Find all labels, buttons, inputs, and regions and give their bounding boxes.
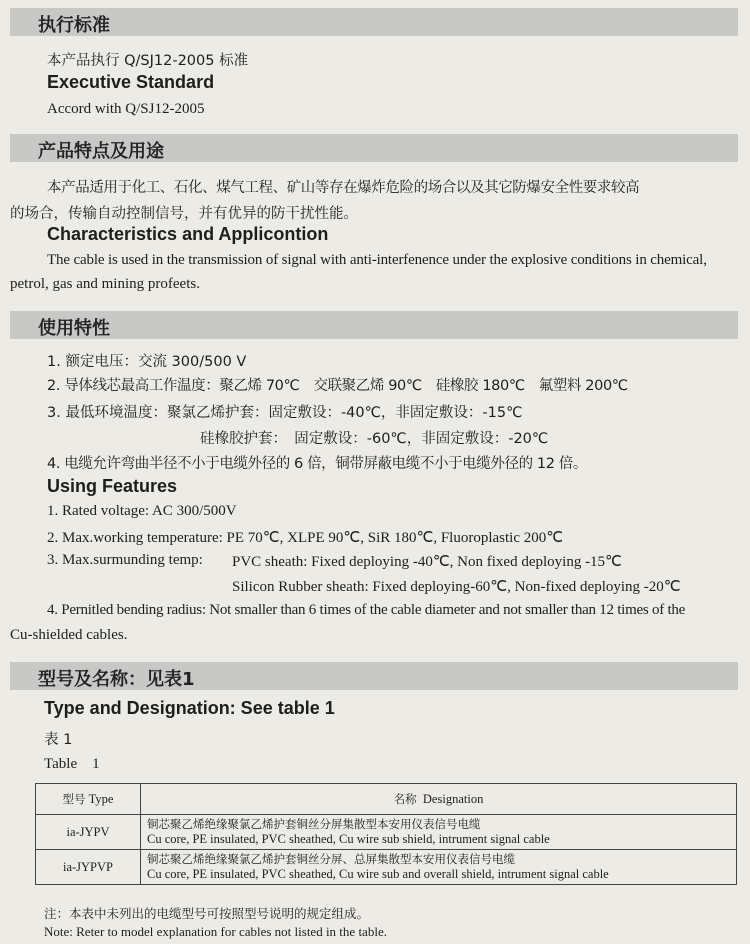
section-title-features-zh: 使用特性 xyxy=(38,318,110,339)
section-title-features-en: Using Features xyxy=(47,476,178,496)
features-en-1: 1. Rated voltage: AC 300/500V xyxy=(47,503,237,519)
note-en: Note: Reter to model explanation for cables not listed in the table. xyxy=(44,924,387,939)
designation-table xyxy=(35,783,737,885)
features-en-4b: Cu-shielded cables. xyxy=(10,627,128,643)
characteristics-para-zh-1: 本产品适用于化工、石化、煤气工程、矿山等存在爆炸危险的场合以及其它防爆安全性要求较高 xyxy=(47,180,640,196)
cell-designation: 铜芯聚乙烯绝缘聚氯乙烯护套铜丝分屏集散型本安用仪表信号电缆 Cu core, PE insulated, PVC sheathed, Cu wire sub shield, intrument signal cable xyxy=(141,815,737,850)
features-zh-4: 4. 电缆允许弯曲半径不小于电缆外径的 6 倍，铜带屏蔽电缆不小于电缆外径的 12 倍。 xyxy=(47,456,587,472)
table-row xyxy=(36,850,737,885)
characteristics-para-en-1: The cable is used in the transmission of signal with anti-interfenence under the explosive conditions in chemical, xyxy=(47,252,707,268)
section-title-characteristics-en: Characteristics and Applicontion xyxy=(47,224,329,244)
features-zh-2: 2. 导体线芯最高工作温度：聚乙烯 70℃ 交联聚乙烯 90℃ 硅橡胶 180℃ 氟塑料 200℃ xyxy=(47,378,628,394)
section-title-types-en: Type and Designation: See table 1 xyxy=(44,698,335,718)
features-zh-3b: 硅橡胶护套： 固定敷设：-60℃，非固定敷设：-20℃ xyxy=(200,431,549,447)
features-en-4: 4. Pernitled bending radius: Not smaller than 6 times of the cable diameter and not smaller than 12 times of the xyxy=(47,602,686,618)
section-title-standard-en: Executive Standard xyxy=(47,72,215,92)
features-en-3-pvc: PVC sheath: Fixed deploying -40℃, Non fixed deploying -15℃ xyxy=(232,554,622,570)
section-title-standard-zh: 执行标准 xyxy=(38,15,110,36)
section-band-types xyxy=(10,662,738,690)
table-header-row xyxy=(36,784,737,815)
cell-model: ia-JYPV xyxy=(36,815,141,850)
note-zh: 注：本表中未列出的电缆型号可按照型号说明的规定组成。 xyxy=(44,906,370,921)
header-designation: 名称 Designation xyxy=(141,784,737,815)
cell-model: ia-JYPVP xyxy=(36,850,141,885)
section-band-standard xyxy=(10,8,738,36)
section-title-types-zh: 型号及名称：见表1 xyxy=(38,669,195,690)
features-en-3: 3. Max.surmunding temp: xyxy=(47,552,203,568)
standard-text-en: Accord with Q/SJ12-2005 xyxy=(47,101,205,117)
section-band-characteristics xyxy=(10,134,738,162)
table-caption-zh: 表 1 xyxy=(44,732,73,748)
features-en-3b: Silicon Rubber sheath: Fixed deploying-60℃, Non-fixed deploying -20℃ xyxy=(232,579,681,595)
features-en-2: 2. Max.working temperature: PE 70℃, XLPE 90℃, SiR 180℃, Fluoroplastic 200℃ xyxy=(47,530,564,546)
section-band-features xyxy=(10,311,738,339)
cell-designation: 铜芯聚乙烯绝缘聚氯乙烯护套铜丝分屏、总屏集散型本安用仪表信号电缆 Cu core, PE insulated, PVC sheathed, Cu wire sub and overall shield, intrument signal cable xyxy=(141,850,737,885)
section-title-characteristics-zh: 产品特点及用途 xyxy=(38,141,164,162)
features-zh-1: 1. 额定电压：交流 300/500 V xyxy=(47,354,247,370)
characteristics-para-zh-2: 的场合，传输自动控制信号，并有优异的防干扰性能。 xyxy=(10,206,358,222)
standard-text-zh: 本产品执行 Q/SJ12-2005 标准 xyxy=(47,53,249,69)
header-type: 型号 Type xyxy=(36,784,141,815)
features-zh-3: 3. 最低环境温度：聚氯乙烯护套：固定敷设：-40℃，非固定敷设：-15℃ xyxy=(47,405,523,421)
table-row xyxy=(36,815,737,850)
characteristics-para-en-2: petrol, gas and mining profeets. xyxy=(10,276,200,292)
table-caption-en: Table 1 xyxy=(44,756,100,772)
